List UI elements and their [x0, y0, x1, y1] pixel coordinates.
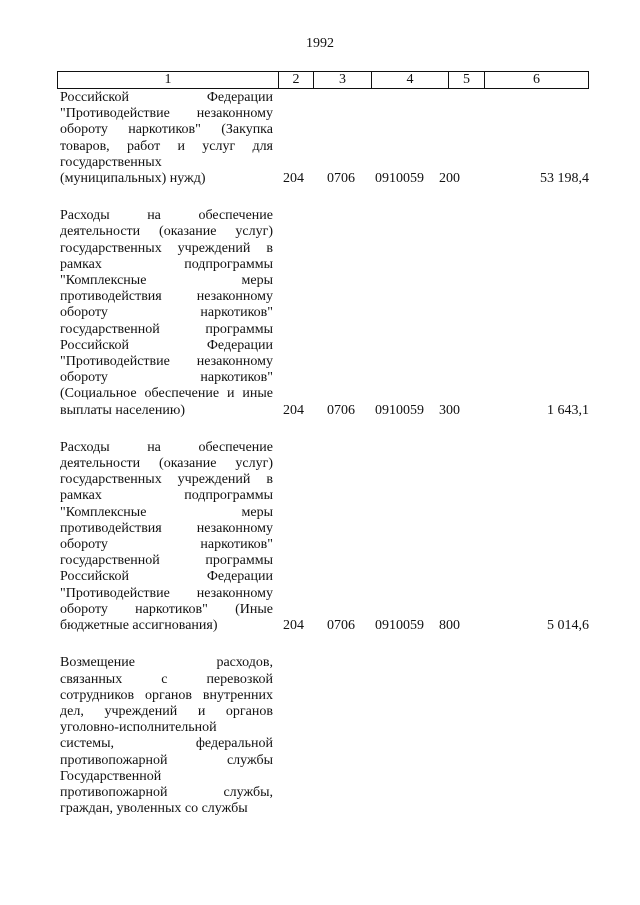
description-line: связанных с перевозкой	[60, 671, 273, 687]
header-col-1: 1	[58, 72, 279, 88]
description-line: бюджетные ассигнования)	[60, 618, 218, 634]
header-col-4: 4	[372, 72, 449, 88]
cell-c6: 5 014,6	[547, 618, 589, 634]
cell-c3: 0706	[327, 402, 355, 418]
header-col-5: 5	[449, 72, 485, 88]
cell-c4: 0910059	[375, 402, 424, 418]
cell-c2: 204	[283, 618, 304, 634]
table-row	[57, 208, 589, 419]
description-line: товаров, работ и услуг для	[60, 138, 273, 154]
description-line: Расходы на обеспечение	[60, 208, 273, 224]
cell-c6: 53 198,4	[540, 171, 589, 187]
header-col-3: 3	[314, 72, 372, 88]
description-line: деятельности (оказание услуг)	[60, 456, 273, 472]
description-line: противопожарной службы	[60, 752, 273, 768]
description-line: Российской Федерации	[60, 337, 273, 353]
description-line: обороту наркотиков"	[60, 305, 273, 321]
row-description	[57, 90, 273, 187]
description-line: "Комплексные меры	[60, 273, 273, 289]
header-col-2: 2	[279, 72, 314, 88]
description-line: Возмещение расходов,	[60, 655, 273, 671]
row-description	[57, 208, 273, 419]
cell-c3: 0706	[327, 618, 355, 634]
description-line: Российской Федерации	[60, 569, 273, 585]
description-line: "Противодействие незаконному	[60, 585, 273, 601]
description-line: выплаты населению)	[60, 402, 185, 418]
table-row	[57, 655, 589, 817]
description-line: (Социальное обеспечение и иные	[60, 386, 273, 402]
description-line: государственной программы	[60, 553, 273, 569]
description-line: государственной программы	[60, 321, 273, 337]
description-line: противодействия незаконному	[60, 520, 273, 536]
description-line: Государственной	[60, 768, 162, 784]
cell-c5: 300	[439, 402, 460, 418]
cell-c2: 204	[283, 171, 304, 187]
description-line: "Комплексные меры	[60, 504, 273, 520]
description-line: обороту наркотиков" (Иные	[60, 601, 273, 617]
description-line: дел, учреждений и органов	[60, 703, 273, 719]
description-line: Расходы на обеспечение	[60, 439, 273, 455]
cell-c6: 1 643,1	[547, 402, 589, 418]
row-spacer	[57, 187, 589, 208]
header-col-6: 6	[533, 72, 540, 87]
description-line: системы, федеральной	[60, 736, 273, 752]
description-line: государственных учреждений в	[60, 240, 273, 256]
row-spacer	[57, 419, 589, 440]
cell-c4: 0910059	[375, 171, 424, 187]
page-number: 1992	[306, 36, 334, 51]
description-line: (муниципальных) нужд)	[60, 171, 206, 187]
description-line: граждан, уволенных со службы	[60, 801, 248, 817]
description-line: обороту наркотиков" (Закупка	[60, 122, 273, 138]
row-spacer	[57, 634, 589, 655]
table-header	[57, 71, 589, 89]
table-row	[57, 90, 589, 187]
description-line: противодействия незаконному	[60, 289, 273, 305]
description-line: уголовно-исполнительной	[60, 720, 217, 736]
description-line: Российской Федерации	[60, 90, 273, 105]
description-line: "Противодействие незаконному	[60, 354, 273, 370]
cell-c4: 0910059	[375, 618, 424, 634]
description-line: сотрудников органов внутренних	[60, 687, 273, 703]
row-description	[57, 440, 273, 634]
description-line: "Противодействие незаконному	[60, 106, 273, 122]
description-line: деятельности (оказание услуг)	[60, 224, 273, 240]
row-description	[57, 655, 273, 817]
description-line: обороту наркотиков"	[60, 370, 273, 386]
table-body	[57, 90, 589, 817]
table-row	[57, 440, 589, 634]
cell-c5: 200	[439, 171, 460, 187]
description-line: рамках подпрограммы	[60, 256, 273, 272]
description-line: обороту наркотиков"	[60, 537, 273, 553]
description-line: государственных учреждений в	[60, 472, 273, 488]
description-line: противопожарной службы,	[60, 784, 273, 800]
cell-c3: 0706	[327, 171, 355, 187]
description-line: рамках подпрограммы	[60, 488, 273, 504]
description-line: государственных	[60, 154, 162, 170]
cell-c5: 800	[439, 618, 460, 634]
cell-c2: 204	[283, 402, 304, 418]
